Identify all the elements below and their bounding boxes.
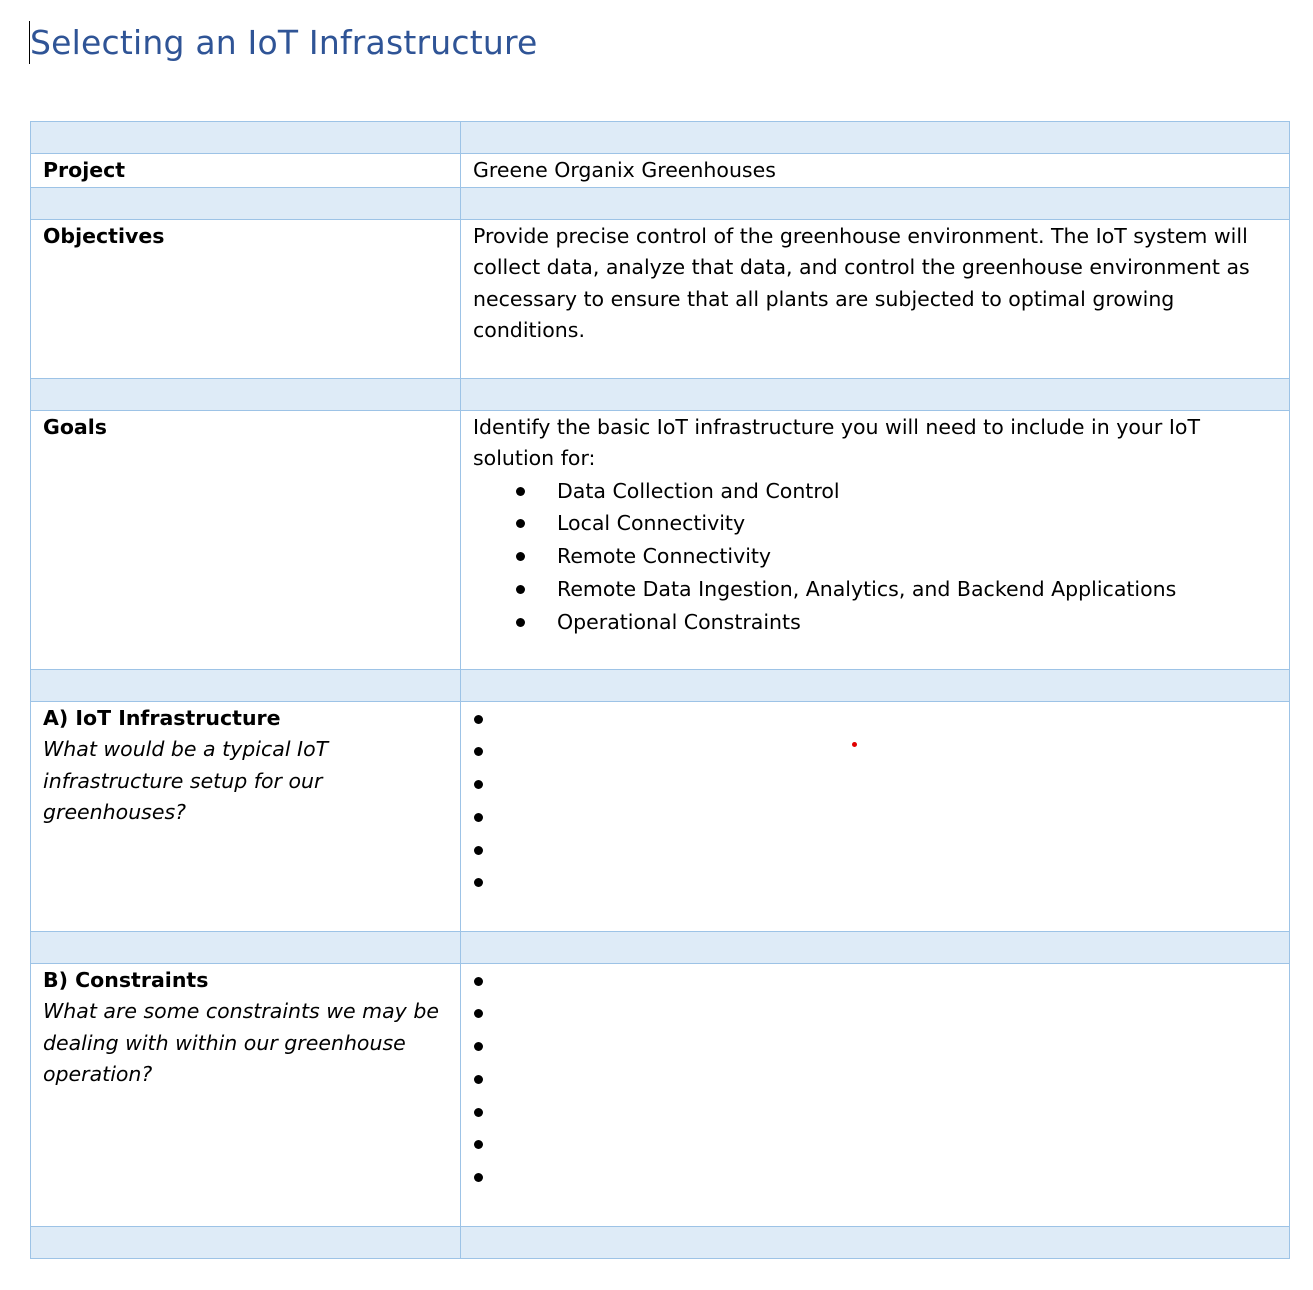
bullet-icon — [474, 1075, 483, 1084]
objectives-row — [31, 219, 1290, 378]
answer-bullet[interactable] — [473, 768, 1277, 801]
objectives-text: Provide precise control of the greenhouse environment. The IoT system will collect data, analyze that data, and control the greenhouse environment as necessary to ensure that all plants are subjected to optimal growing conditions. — [473, 223, 1250, 342]
answer-bullet[interactable] — [473, 1128, 1277, 1161]
answer-bullet[interactable] — [473, 1030, 1277, 1063]
band-cell[interactable] — [31, 187, 461, 219]
bullet-icon — [474, 780, 483, 789]
band-cell[interactable] — [461, 187, 1290, 219]
goal-text: Data Collection and Control — [557, 478, 840, 503]
bullet-icon — [516, 585, 525, 594]
iot-infrastructure-answer-cell[interactable] — [461, 701, 1290, 931]
infrastructure-table — [30, 121, 1290, 1259]
band-cell[interactable] — [31, 122, 461, 154]
goal-text: Remote Connectivity — [557, 544, 772, 569]
answer-bullet[interactable] — [473, 965, 1277, 998]
goals-list-item — [473, 606, 1277, 639]
bullet-icon — [474, 1108, 483, 1117]
bullet-icon — [474, 1140, 483, 1149]
constraints-label: B) Constraints — [43, 967, 209, 992]
answer-bullet[interactable] — [473, 834, 1277, 867]
goals-value-cell[interactable] — [461, 410, 1290, 669]
bullet-icon — [474, 747, 483, 756]
answer-bullet[interactable] — [473, 703, 1277, 736]
bullet-icon — [474, 1009, 483, 1018]
document-title[interactable]: Selecting an IoT Infrastructure — [30, 23, 538, 62]
project-label: Project — [43, 158, 126, 182]
bullet-icon — [516, 487, 525, 496]
bullet-icon — [474, 813, 483, 822]
objectives-value-cell[interactable] — [461, 219, 1290, 378]
project-row — [31, 154, 1290, 188]
band-cell[interactable] — [31, 378, 461, 410]
answer-bullet[interactable] — [473, 1096, 1277, 1129]
band-cell[interactable] — [461, 1226, 1290, 1258]
answer-bullet[interactable] — [473, 866, 1277, 899]
goals-list-item — [473, 573, 1277, 606]
goal-text: Remote Data Ingestion, Analytics, and Backend Applications — [557, 576, 1177, 601]
bullet-icon — [474, 846, 483, 855]
bullet-icon — [516, 618, 525, 627]
goals-list-item — [473, 540, 1277, 573]
constraints-question: What are some constraints we may be dealing with within our greenhouse operation? — [43, 999, 439, 1086]
constraints-row — [31, 963, 1290, 1226]
band-cell[interactable] — [461, 122, 1290, 154]
band-row — [31, 1226, 1290, 1258]
band-row — [31, 669, 1290, 701]
constraints-label-cell[interactable] — [31, 963, 461, 1226]
bullet-icon — [474, 1173, 483, 1182]
goals-label-cell[interactable] — [31, 410, 461, 669]
band-cell[interactable] — [461, 378, 1290, 410]
answer-bullet[interactable] — [473, 1063, 1277, 1096]
objectives-label: Objectives — [43, 223, 165, 248]
goals-row — [31, 410, 1290, 669]
band-row — [31, 122, 1290, 154]
bullet-icon — [474, 977, 483, 986]
objectives-label-cell[interactable] — [31, 219, 461, 378]
project-value: Greene Organix Greenhouses — [473, 158, 776, 182]
goal-text: Local Connectivity — [557, 511, 746, 536]
iot-infrastructure-row — [31, 701, 1290, 931]
band-cell[interactable] — [461, 669, 1290, 701]
band-cell[interactable] — [31, 1226, 461, 1258]
goals-intro: Identify the basic IoT infrastructure you will need to include in your IoT solution for: — [473, 414, 1200, 470]
iot-infrastructure-question: What would be a typical IoT infrastructure setup for our greenhouses? — [43, 737, 329, 824]
answer-bullet[interactable] — [473, 801, 1277, 834]
project-label-cell[interactable] — [31, 154, 461, 188]
bullet-icon — [474, 715, 483, 724]
answer-bullet[interactable] — [473, 735, 1277, 768]
constraints-answer-list[interactable] — [473, 965, 1277, 1195]
constraints-answer-cell[interactable] — [461, 963, 1290, 1226]
project-value-cell[interactable] — [461, 154, 1290, 188]
iot-infrastructure-label-cell[interactable] — [31, 701, 461, 931]
goal-text: Operational Constraints — [557, 609, 801, 634]
iot-infrastructure-answer-list[interactable] — [473, 703, 1277, 900]
goals-label: Goals — [43, 414, 107, 439]
red-marker-dot — [852, 742, 857, 747]
answer-bullet[interactable] — [473, 997, 1277, 1030]
iot-infrastructure-label: A) IoT Infrastructure — [43, 705, 281, 730]
answer-bullet[interactable] — [473, 1161, 1277, 1194]
bullet-icon — [516, 552, 525, 561]
bullet-icon — [474, 878, 483, 887]
goals-list-item — [473, 475, 1277, 508]
goals-list-item — [473, 507, 1277, 540]
bullet-icon — [516, 519, 525, 528]
band-cell[interactable] — [31, 931, 461, 963]
band-cell[interactable] — [31, 669, 461, 701]
band-row — [31, 931, 1290, 963]
bullet-icon — [474, 1042, 483, 1051]
band-cell[interactable] — [461, 931, 1290, 963]
band-row — [31, 187, 1290, 219]
band-row — [31, 378, 1290, 410]
goals-list — [473, 475, 1277, 639]
